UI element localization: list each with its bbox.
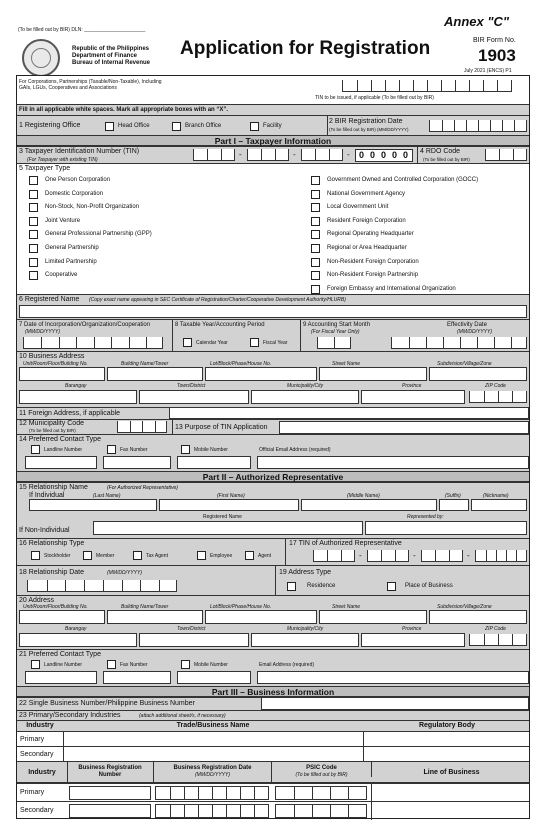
regulatory-body-col-header: Regulatory Body bbox=[418, 722, 475, 729]
addr-col-building: Building Name/Tower bbox=[121, 361, 169, 367]
taxpayer-type-checkbox[interactable] bbox=[29, 244, 38, 253]
addr-col-zip: ZIP Code bbox=[485, 383, 506, 389]
addr-col-street: Street Name bbox=[332, 604, 361, 610]
represented-by-col: Represented by: bbox=[407, 514, 444, 520]
secondary-regulatory-body-input[interactable] bbox=[363, 747, 531, 762]
business-table-header bbox=[17, 761, 529, 783]
agency-line-2: Department of Finance bbox=[72, 53, 138, 59]
taxpayer-type-checkbox[interactable] bbox=[29, 230, 38, 239]
branch-code-digit: 0 bbox=[402, 150, 408, 160]
province-input[interactable] bbox=[361, 390, 465, 404]
fiscal-year-checkbox[interactable] bbox=[250, 338, 259, 347]
industry-col-header: Industry bbox=[26, 722, 54, 729]
f9-label: 9 Accounting Start Month bbox=[303, 322, 371, 328]
form-version: July 2021 (ENCS) P1 bbox=[464, 68, 512, 74]
secondary-trade-name-input[interactable] bbox=[63, 747, 363, 762]
relationship-date-row bbox=[17, 565, 529, 595]
taxpayer-type-checkbox[interactable] bbox=[311, 176, 320, 185]
primary-reg-number-input[interactable] bbox=[69, 786, 151, 800]
primary-trade-name-input[interactable] bbox=[63, 732, 363, 747]
secondary-row-label: Secondary bbox=[20, 807, 54, 814]
rep-fax-label: Fax Number bbox=[120, 662, 148, 668]
rep-barangay-input[interactable] bbox=[19, 633, 137, 647]
landline-checkbox[interactable] bbox=[31, 445, 40, 454]
tax-agent-label: Tax Agent bbox=[146, 553, 168, 559]
f19-label: 19 Address Type bbox=[279, 569, 332, 576]
branch-office-checkbox[interactable] bbox=[172, 122, 181, 131]
agency-line-1: Republic of the Philippines bbox=[72, 46, 150, 52]
rep-province-input[interactable] bbox=[361, 633, 465, 647]
nickname-col: (Nickname) bbox=[483, 493, 509, 499]
taxpayer-type-label: Non-Resident Foreign Corporation bbox=[327, 258, 419, 265]
calendar-year-checkbox[interactable] bbox=[183, 338, 192, 347]
psic-col bbox=[271, 762, 371, 784]
addr-col-lot: Lot/Block/Phase/House No. bbox=[210, 361, 272, 367]
sbn-input[interactable] bbox=[261, 698, 529, 710]
fax-label: Fax Number bbox=[120, 447, 148, 453]
taxpayer-type-label: Regional Operating Headquarter bbox=[327, 231, 414, 238]
org-registered-name-input[interactable] bbox=[93, 521, 363, 535]
effectivity-date-label: Effectivity Date bbox=[447, 322, 487, 328]
rep-unit-input[interactable] bbox=[19, 610, 105, 624]
relationship-date-field[interactable] bbox=[27, 580, 177, 592]
landline-input[interactable] bbox=[25, 456, 97, 469]
f9-note: (For Fiscal Year Only) bbox=[311, 329, 360, 335]
part3-header: Part III – Business Information bbox=[17, 686, 529, 697]
lot-input[interactable] bbox=[205, 367, 317, 381]
instruction-row bbox=[17, 104, 529, 115]
rep-mobile-label: Mobile Number bbox=[194, 662, 228, 668]
taxpayer-type-label: Local Government Unit bbox=[327, 204, 389, 211]
business-reg-number-col-header: Business Registration Number bbox=[78, 765, 142, 778]
last-name-col: (Last Name) bbox=[93, 493, 121, 499]
addr-col-building: Building Name/Tower bbox=[121, 604, 169, 610]
rep-zip-input[interactable] bbox=[469, 634, 527, 646]
fax-checkbox[interactable] bbox=[107, 445, 116, 454]
tin-row: 3 Taxpayer Identification Number (TIN) (For Taxpayer with existing TIN) - - - 0 0 0 0 0 4 RDO Code (To be filled out by BIR) bbox=[17, 146, 529, 163]
rep-street-input[interactable] bbox=[319, 610, 427, 624]
psic-col-header: PSIC Code bbox=[306, 765, 337, 771]
addr-col-barangay: Barangay bbox=[65, 626, 87, 632]
fiscal-year-label: Fiscal Year bbox=[263, 340, 288, 346]
business-address-section bbox=[17, 351, 529, 407]
f20-label: 20 Address bbox=[19, 597, 55, 604]
taxpayer-type-label: General Professional Partnership (GPP) bbox=[45, 231, 152, 238]
rep-lot-input[interactable] bbox=[205, 610, 317, 624]
taxpayer-type-checkbox[interactable] bbox=[311, 258, 320, 267]
primary-psic-input[interactable] bbox=[275, 786, 367, 800]
rep-tin-branch-field[interactable] bbox=[475, 550, 527, 562]
employee-label: Employee bbox=[210, 553, 233, 559]
facility-label: Facility bbox=[263, 123, 282, 129]
f15-note: (For Authorized Representative) bbox=[107, 485, 178, 491]
relationship-type-row: 16 Relationship Type Stockholder Member Tax Agent Employee Agent 17 TIN of Authorized Representative - - - bbox=[17, 538, 529, 565]
branch-code-digit: 0 bbox=[380, 150, 386, 160]
taxpayer-type-label: Government Owned and Controlled Corporation (GOCC) bbox=[327, 177, 479, 183]
head-office-checkbox[interactable] bbox=[105, 122, 114, 131]
taxpayer-type-label: General Partnership bbox=[45, 245, 99, 251]
addr-col-unit: Unit/Room/Floor/Building No. bbox=[23, 604, 88, 610]
primary-row-label: Primary bbox=[20, 789, 45, 796]
effectivity-date-field[interactable] bbox=[391, 337, 527, 349]
table-row bbox=[17, 801, 529, 819]
municipality-code-field[interactable] bbox=[117, 421, 167, 433]
industries-label-row bbox=[17, 710, 529, 720]
rep-email-input[interactable] bbox=[257, 671, 529, 684]
accounting-start-month-field[interactable] bbox=[317, 337, 351, 349]
f4-label: 4 RDO Code bbox=[420, 148, 461, 155]
residence-label: Residence bbox=[307, 583, 336, 589]
subdivision-input[interactable] bbox=[429, 367, 527, 381]
f2-note: (To be filled out by BIR) (MM/DD/YYYY) bbox=[329, 127, 409, 132]
f16-label: 16 Relationship Type bbox=[19, 540, 85, 547]
mobile-checkbox[interactable] bbox=[181, 445, 190, 454]
f17-label: 17 TIN of Authorized Representative bbox=[289, 540, 402, 547]
residence-checkbox[interactable] bbox=[287, 582, 296, 591]
agent-checkbox[interactable] bbox=[245, 551, 254, 560]
tin-part3-field[interactable] bbox=[301, 149, 343, 161]
form-label: BIR Form No. bbox=[473, 37, 516, 44]
f12-label: 12 Municipality Code bbox=[19, 420, 84, 427]
secondary-reg-number-input[interactable] bbox=[69, 804, 151, 818]
secondary-psic-input[interactable] bbox=[275, 804, 367, 818]
rep-tin-part1-field[interactable] bbox=[313, 550, 355, 562]
f3-note: (For Taxpayer with existing TIN) bbox=[27, 157, 98, 163]
foreign-address-input[interactable] bbox=[169, 408, 529, 419]
addr-col-town: Town/District bbox=[177, 626, 206, 632]
psic-note: (To be filled out by BIR) bbox=[295, 772, 348, 778]
city-input[interactable] bbox=[251, 390, 359, 404]
form-subtitle: For Corporations, Partnerships (Taxable/Non-Taxable), Including GAIs, LGUs, Cooperatives and Associations bbox=[19, 79, 162, 91]
addr-col-province: Province bbox=[402, 626, 422, 632]
suffix-col: (Suffix) bbox=[445, 493, 461, 499]
taxpayer-type-label: Non-Resident Foreign Partnership bbox=[327, 272, 419, 279]
rep-mobile-input[interactable] bbox=[177, 671, 251, 684]
f6-note: (Copy exact name appearing in SEC Certificate of Registration/Charter/Cooperative Development Authority/HLURB) bbox=[89, 297, 346, 303]
primary-regulatory-body-input[interactable] bbox=[363, 732, 531, 747]
addr-col-subdivision: Subdivision/Village/Zone bbox=[437, 604, 492, 610]
registered-name-input[interactable] bbox=[19, 305, 527, 318]
addr-col-street: Street Name bbox=[332, 361, 361, 367]
addr-col-unit: Unit/Room/Floor/Building No. bbox=[23, 361, 88, 367]
taxpayer-type-label: Limited Partnership bbox=[45, 258, 97, 265]
tin-note: TIN to be issued, if applicable (To be filled out by BIR) bbox=[315, 95, 434, 101]
sbn-row bbox=[17, 697, 529, 710]
place-of-business-checkbox[interactable] bbox=[387, 582, 396, 591]
rdo-code-field[interactable] bbox=[485, 149, 527, 161]
industry2-col-header: Industry bbox=[28, 769, 56, 776]
taxpayer-type-checkbox[interactable] bbox=[29, 217, 38, 226]
tin-part1-field[interactable] bbox=[193, 149, 235, 161]
table-row bbox=[17, 783, 529, 801]
if-individual-label: If Individual bbox=[29, 492, 65, 499]
f14-label: 14 Preferred Contact Type bbox=[19, 436, 101, 443]
part2-header: Part II – Authorized Representative bbox=[17, 471, 529, 482]
taxpayer-type-section bbox=[17, 163, 529, 294]
rep-subdivision-input[interactable] bbox=[429, 610, 527, 624]
purpose-input[interactable] bbox=[279, 421, 529, 434]
business-reg-date-col bbox=[153, 762, 271, 784]
calendar-year-label: Calendar Year bbox=[196, 340, 228, 346]
addr-col-province: Province bbox=[402, 383, 422, 389]
addr-col-subdivision: Subdivision/Village/Zone bbox=[437, 361, 492, 367]
relationship-name-section bbox=[17, 482, 529, 538]
taxpayer-type-checkbox[interactable] bbox=[311, 203, 320, 212]
f22-label: 22 Single Business Number/Philippine Business Number bbox=[19, 700, 195, 707]
rep-email-label: Email Address (required) bbox=[259, 662, 315, 668]
municipality-code-row bbox=[17, 419, 529, 434]
primary-line-of-business-input[interactable] bbox=[371, 784, 531, 802]
street-input[interactable] bbox=[319, 367, 427, 381]
taxpayer-type-checkbox[interactable] bbox=[311, 244, 320, 253]
f11-label: 11 Foreign Address, if applicable bbox=[19, 410, 121, 417]
rep-fax-input[interactable] bbox=[103, 671, 171, 684]
branch-office-label: Branch Office bbox=[185, 123, 222, 129]
bir-registration-date-field[interactable] bbox=[429, 120, 527, 132]
taxpayer-type-checkbox[interactable] bbox=[311, 285, 320, 294]
business-reg-date-note: (MM/DD/YYYY) bbox=[195, 772, 230, 778]
foreign-address-row bbox=[17, 407, 529, 419]
member-checkbox[interactable] bbox=[83, 551, 92, 560]
f7-note: (MM/DD/YYYY) bbox=[25, 329, 60, 335]
taxpayer-type-checkbox[interactable] bbox=[29, 203, 38, 212]
addr-col-zip: ZIP Code bbox=[485, 626, 506, 632]
taxpayer-type-checkbox[interactable] bbox=[311, 190, 320, 199]
f23-label: 23 Primary/Secondary Industries bbox=[19, 712, 121, 719]
facility-checkbox[interactable] bbox=[250, 122, 259, 131]
middle-name-col: (Middle Name) bbox=[347, 493, 380, 499]
rep-landline-checkbox[interactable] bbox=[31, 660, 40, 669]
rep-fax-checkbox[interactable] bbox=[107, 660, 116, 669]
taxpayer-type-checkbox[interactable] bbox=[311, 271, 320, 280]
secondary-reg-date-input[interactable] bbox=[155, 804, 269, 818]
addr-col-town: Town/District bbox=[177, 383, 206, 389]
first-name-input[interactable] bbox=[159, 499, 299, 511]
dates-row bbox=[17, 319, 529, 351]
taxpayer-type-label: Resident Foreign Corporation bbox=[327, 217, 406, 224]
form-number: 1903 bbox=[478, 46, 516, 65]
branch-code-digit: 0 bbox=[358, 150, 364, 160]
rep-contact-section bbox=[17, 649, 529, 686]
if-nonindividual-label: If Non-Individual bbox=[19, 527, 70, 534]
unit-input[interactable] bbox=[19, 367, 105, 381]
f2-label: 2 BIR Registration Date bbox=[329, 118, 403, 125]
email-input[interactable] bbox=[257, 456, 529, 469]
nickname-input[interactable] bbox=[471, 499, 527, 511]
primary-row-label: Primary bbox=[20, 736, 45, 743]
agency-line-3: Bureau of Internal Revenue bbox=[72, 60, 151, 66]
taxpayer-type-label: Domestic Corporation bbox=[45, 190, 104, 197]
table-row bbox=[17, 731, 529, 746]
first-name-col: (First Name) bbox=[217, 493, 245, 499]
taxpayer-type-checkbox[interactable] bbox=[311, 217, 320, 226]
rep-mobile-checkbox[interactable] bbox=[181, 660, 190, 669]
f4-note: (To be filled out by BIR) bbox=[423, 157, 470, 162]
addr-col-city: Municipality/City bbox=[287, 626, 324, 632]
taxpayer-type-checkbox[interactable] bbox=[29, 258, 38, 267]
effectivity-date-note: (MM/DD/YYYY) bbox=[457, 329, 492, 335]
tax-agent-checkbox[interactable] bbox=[133, 551, 142, 560]
agent-label: Agent bbox=[258, 553, 272, 559]
taxpayer-type-label: One Person Corporation bbox=[45, 177, 111, 183]
place-of-business-label: Place of Business bbox=[405, 583, 453, 589]
stockholder-label: Stockholder bbox=[44, 553, 71, 559]
rep-landline-input[interactable] bbox=[25, 671, 97, 684]
addr-col-barangay: Barangay bbox=[65, 383, 87, 389]
rep-building-input[interactable] bbox=[107, 610, 203, 624]
registered-name-row bbox=[17, 294, 529, 319]
registering-office-row bbox=[17, 115, 529, 135]
f21-label: 21 Preferred Contact Type bbox=[19, 651, 101, 658]
f18-label: 18 Relationship Date bbox=[19, 569, 84, 576]
zip-input[interactable] bbox=[469, 391, 527, 403]
fax-input[interactable] bbox=[103, 456, 171, 469]
bir-seal-logo bbox=[22, 39, 60, 77]
f8-label: 8 Taxable Year/Accounting Period bbox=[175, 322, 265, 328]
f13-label: 13 Purpose of TIN Application bbox=[175, 424, 268, 431]
secondary-line-of-business-input[interactable] bbox=[371, 802, 531, 820]
represented-by-input[interactable] bbox=[365, 521, 527, 535]
rep-address-section bbox=[17, 595, 529, 649]
f18-note: (MM/DD/YYYY) bbox=[107, 570, 142, 576]
rep-city-input[interactable] bbox=[251, 633, 359, 647]
taxpayer-type-label: Non-Stock, Non-Profit Organization bbox=[45, 204, 140, 211]
email-label: Official Email Address (required) bbox=[259, 447, 331, 453]
rep-town-input[interactable] bbox=[139, 633, 249, 647]
addr-col-lot: Lot/Block/Phase/House No. bbox=[210, 604, 272, 610]
form-body bbox=[16, 75, 530, 819]
middle-name-input[interactable] bbox=[301, 499, 437, 511]
rep-tin-part2-field[interactable] bbox=[367, 550, 409, 562]
taxpayer-type-checkbox[interactable] bbox=[311, 230, 320, 239]
stockholder-checkbox[interactable] bbox=[31, 551, 40, 560]
f7-label: 7 Date of Incorporation/Organization/Cooperation bbox=[19, 322, 151, 328]
f23-note: (attach additional sheet/s, if necessary) bbox=[139, 713, 226, 719]
annex-label: Annex "C" bbox=[444, 14, 510, 29]
landline-label: Landline Number bbox=[44, 447, 83, 453]
member-label: Member bbox=[96, 553, 115, 559]
contact-type-section bbox=[17, 434, 529, 471]
primary-reg-date-input[interactable] bbox=[155, 786, 269, 800]
f5-label: 5 Taxpayer Type bbox=[19, 165, 71, 172]
f12-note: (To be filled out by BIR) bbox=[29, 428, 76, 433]
f15-label: 15 Relationship Name bbox=[19, 484, 88, 491]
taxpayer-type-checkbox[interactable] bbox=[29, 176, 38, 185]
rep-landline-label: Landline Number bbox=[44, 662, 83, 668]
incorporation-date-field[interactable] bbox=[23, 337, 163, 349]
branch-code-digit: 0 bbox=[391, 150, 397, 160]
f10-label: 10 Business Address bbox=[19, 353, 85, 360]
taxpayer-type-label: Regional or Area Headquarter bbox=[327, 245, 407, 251]
f1-label: 1 Registering Office bbox=[19, 122, 81, 129]
mobile-input[interactable] bbox=[177, 456, 251, 469]
form-title: Application for Registration bbox=[180, 38, 431, 59]
f3-label: 3 Taxpayer Identification Number (TIN) bbox=[19, 148, 140, 155]
building-input[interactable] bbox=[107, 367, 203, 381]
taxpayer-type-checkbox[interactable] bbox=[29, 271, 38, 280]
taxpayer-type-label: Joint Venture bbox=[45, 217, 81, 224]
last-name-input[interactable] bbox=[29, 499, 157, 511]
rep-tin-part3-field[interactable] bbox=[421, 550, 463, 562]
taxpayer-type-label: National Government Agency bbox=[327, 190, 406, 197]
bir-issued-tin-field[interactable] bbox=[342, 80, 512, 92]
registered-name-col: Registered Name bbox=[203, 514, 242, 520]
suffix-input[interactable] bbox=[439, 499, 469, 511]
addr-col-city: Municipality/City bbox=[287, 383, 324, 389]
trade-name-col-header: Trade/Business Name bbox=[176, 722, 250, 729]
instruction-text: Fill in all applicable white spaces. Mark all appropriate boxes with an “X”. bbox=[19, 107, 229, 113]
table-row bbox=[17, 746, 529, 761]
line-of-business-col-header: Line of Business bbox=[371, 762, 531, 777]
employee-checkbox[interactable] bbox=[197, 551, 206, 560]
barangay-input[interactable] bbox=[19, 390, 137, 404]
head-office-label: Head Office bbox=[118, 123, 150, 129]
part1-header: Part I – Taxpayer Information bbox=[17, 135, 529, 146]
industry-table-header bbox=[17, 720, 529, 731]
business-reg-date-col-header: Business Registration Date bbox=[173, 765, 252, 771]
town-input[interactable] bbox=[139, 390, 249, 404]
branch-code-field bbox=[355, 149, 413, 162]
f6-label: 6 Registered Name bbox=[19, 296, 80, 303]
branch-code-digit: 0 bbox=[369, 150, 375, 160]
taxpayer-type-label: Cooperative bbox=[45, 272, 78, 279]
mobile-label: Mobile Number bbox=[194, 447, 228, 453]
tin-part2-field[interactable] bbox=[247, 149, 289, 161]
dln-note: (To be filled out by BIR) DLN: ______________________ bbox=[18, 27, 146, 33]
taxpayer-type-checkbox[interactable] bbox=[29, 190, 38, 199]
taxpayer-type-label: Foreign Embassy and International Organization bbox=[327, 285, 456, 292]
secondary-row-label: Secondary bbox=[20, 751, 54, 758]
